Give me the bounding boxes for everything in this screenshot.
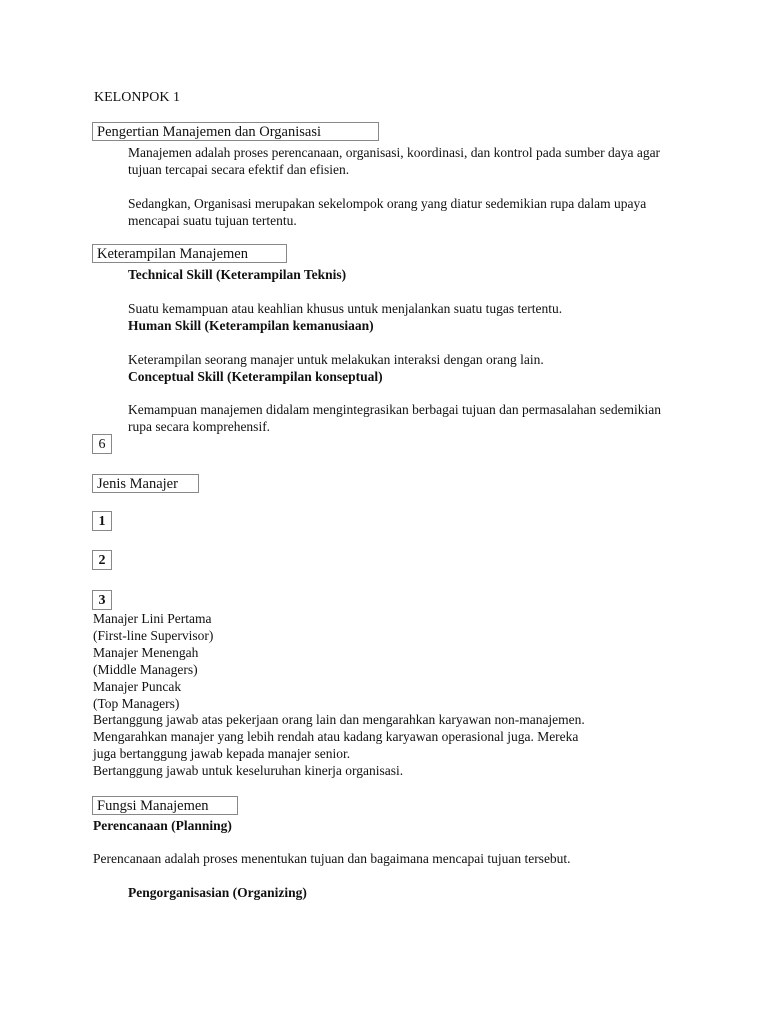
function-desc-planning: Perencanaan adalah proses menentukan tujuan dan bagaimana mencapai tujuan tersebut.	[93, 851, 571, 866]
manager-line: Mengarahkan manajer yang lebih rendah atau kadang karyawan operasional juga. Mereka	[93, 729, 579, 744]
number-box-1: 1	[92, 511, 112, 531]
skill-title-technical: Technical Skill (Keterampilan Teknis)	[128, 267, 347, 282]
manager-line: Bertanggung jawab untuk keseluruhan kinerja organisasi.	[93, 763, 404, 778]
section-heading-keterampilan: Keterampilan Manajemen	[92, 244, 287, 263]
manager-line: (Middle Managers)	[93, 662, 198, 677]
manager-line: Manajer Puncak	[93, 679, 182, 694]
function-title-planning: Perencanaan (Planning)	[93, 818, 232, 833]
skill-desc-technical: Suatu kemampuan atau keahlian khusus untuk menjalankan suatu tugas tertentu.	[128, 301, 563, 316]
manager-line: (Top Managers)	[93, 696, 180, 711]
section-heading-pengertian: Pengertian Manajemen dan Organisasi	[92, 122, 379, 141]
section-heading-jenis-manajer: Jenis Manajer	[92, 474, 199, 493]
skill-desc-conceptual: Kemampuan manajemen didalam mengintegrasikan berbagai tujuan dan permasalahan sedemikian rupa secara komprehensif.	[128, 402, 662, 434]
manager-line: (First-line Supervisor)	[93, 628, 214, 643]
skill-title-human: Human Skill (Keterampilan kemanusiaan)	[128, 318, 374, 333]
group-title: KELONPOK 1	[94, 90, 180, 105]
section-heading-fungsi: Fungsi Manajemen	[92, 796, 238, 815]
paragraph-manajemen: Manajemen adalah proses perencanaan, organisasi, koordinasi, dan kontrol pada sumber daya agar tujuan tercapai secara efektif dan efisien.	[128, 145, 661, 177]
skill-title-conceptual: Conceptual Skill (Keterampilan konseptual)	[128, 369, 383, 384]
number-box-2: 2	[92, 550, 112, 570]
function-title-organizing: Pengorganisasian (Organizing)	[128, 885, 307, 900]
number-box-3: 3	[92, 590, 112, 610]
paragraph-organisasi: Sedangkan, Organisasi merupakan sekelompok orang yang diatur sedemikian rupa dalam upaya mencapai suatu tujuan tertentu.	[128, 196, 647, 228]
manager-line: Bertanggung jawab atas pekerjaan orang lain dan mengarahkan karyawan non-manajemen.	[93, 712, 585, 727]
skill-desc-human: Keterampilan seorang manajer untuk melakukan interaksi dengan orang lain.	[128, 352, 544, 367]
count-box: 6	[92, 434, 112, 454]
manager-line: juga bertanggung jawab kepada manajer senior.	[93, 746, 351, 761]
manager-line: Manajer Lini Pertama	[93, 611, 212, 626]
manager-line: Manajer Menengah	[93, 645, 199, 660]
